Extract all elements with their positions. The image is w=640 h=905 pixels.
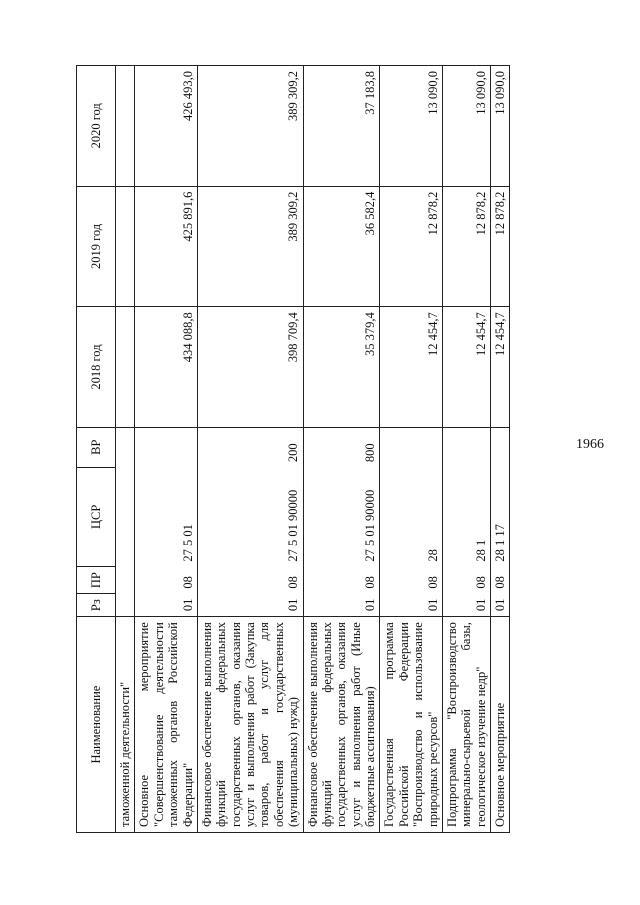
row-pr: 08	[442, 567, 490, 594]
row-2018: 12 454,7	[380, 307, 443, 428]
row-2018: 35 379,4	[303, 307, 380, 428]
row-2019: 389 309,2	[197, 186, 303, 307]
col-header-rz: Рз	[77, 594, 116, 617]
table-row	[491, 66, 510, 833]
col-header-vr: ВР	[77, 427, 116, 467]
table-row	[116, 66, 135, 833]
budget-table	[76, 65, 510, 833]
row-name: Основное мероприятие "Совершенствование деятельности таможенных органов Российской Федерации"	[135, 617, 198, 833]
row-2019: 425 891,6	[135, 186, 198, 307]
row-name: таможенной деятельности"	[116, 617, 135, 833]
row-rz: 01	[380, 594, 443, 617]
row-name: Финансовое обеспечение выполнения функций федеральных государственных органов, оказания услуг и выполнения работ (Иные бюджетные ассигнования)	[303, 617, 380, 833]
row-2019: 12 878,2	[442, 186, 490, 307]
row-2020: 37 183,8	[303, 66, 380, 187]
row-2020: 426 493,0	[135, 66, 198, 187]
row-name: Подпрограмма "Воспроизводство минерально-сырьевой базы, геологическое изучение недр"	[442, 617, 490, 833]
row-vr: 800	[303, 427, 380, 467]
row-vr	[491, 427, 510, 467]
row-vr	[135, 427, 198, 467]
row-name: Государственная программа Российской Федерации "Воспроизводство и использование природных ресурсов"	[380, 617, 443, 833]
row-pr: 08	[380, 567, 443, 594]
row-2020: 13 090,0	[442, 66, 490, 187]
row-vr	[116, 427, 135, 467]
row-rz: 01	[303, 594, 380, 617]
row-2018: 434 088,8	[135, 307, 198, 428]
table-row	[135, 66, 198, 833]
row-rz	[116, 594, 135, 617]
row-2020	[116, 66, 135, 187]
page-number: 1966	[576, 437, 604, 452]
row-rz: 01	[442, 594, 490, 617]
col-header-name: Наименование	[77, 617, 116, 833]
row-pr	[116, 567, 135, 594]
table-row	[303, 66, 380, 833]
row-pr: 08	[491, 567, 510, 594]
row-rz: 01	[135, 594, 198, 617]
row-name: Финансовое обеспечение выполнения функций федеральных государственных органов, оказания услуг и выполнения работ (Закупка товаров, работ и услуг для обеспечения государственных (муниципальных) нужд)	[197, 617, 303, 833]
col-header-2018: 2018 год	[77, 307, 116, 428]
row-2019	[116, 186, 135, 307]
row-csr: 28	[380, 467, 443, 567]
row-2020: 13 090,0	[380, 66, 443, 187]
row-2018: 12 454,7	[442, 307, 490, 428]
col-header-pr: ПР	[77, 567, 116, 594]
row-csr	[116, 467, 135, 567]
row-2018: 398 709,4	[197, 307, 303, 428]
row-csr: 27 5 01 90000	[197, 467, 303, 567]
row-2019: 36 582,4	[303, 186, 380, 307]
row-csr: 27 5 01 90000	[303, 467, 380, 567]
row-name: Основное мероприятие	[491, 617, 510, 833]
row-pr: 08	[303, 567, 380, 594]
row-csr: 28 1	[442, 467, 490, 567]
row-2020: 389 309,2	[197, 66, 303, 187]
col-header-csr: ЦСР	[77, 467, 116, 567]
row-csr: 27 5 01	[135, 467, 198, 567]
table-header-row	[77, 66, 116, 833]
row-2020: 13 090,0	[491, 66, 510, 187]
row-rz: 01	[491, 594, 510, 617]
row-2019: 12 878,2	[491, 186, 510, 307]
row-vr	[380, 427, 443, 467]
row-rz: 01	[197, 594, 303, 617]
row-pr: 08	[135, 567, 198, 594]
col-header-2020: 2020 год	[77, 66, 116, 187]
table-row	[197, 66, 303, 833]
row-pr: 08	[197, 567, 303, 594]
row-vr	[442, 427, 490, 467]
table-row	[380, 66, 443, 833]
row-2018: 12 454,7	[491, 307, 510, 428]
row-2019: 12 878,2	[380, 186, 443, 307]
row-2018	[116, 307, 135, 428]
table-row	[442, 66, 490, 833]
row-csr: 28 1 17	[491, 467, 510, 567]
col-header-2019: 2019 год	[77, 186, 116, 307]
row-vr: 200	[197, 427, 303, 467]
